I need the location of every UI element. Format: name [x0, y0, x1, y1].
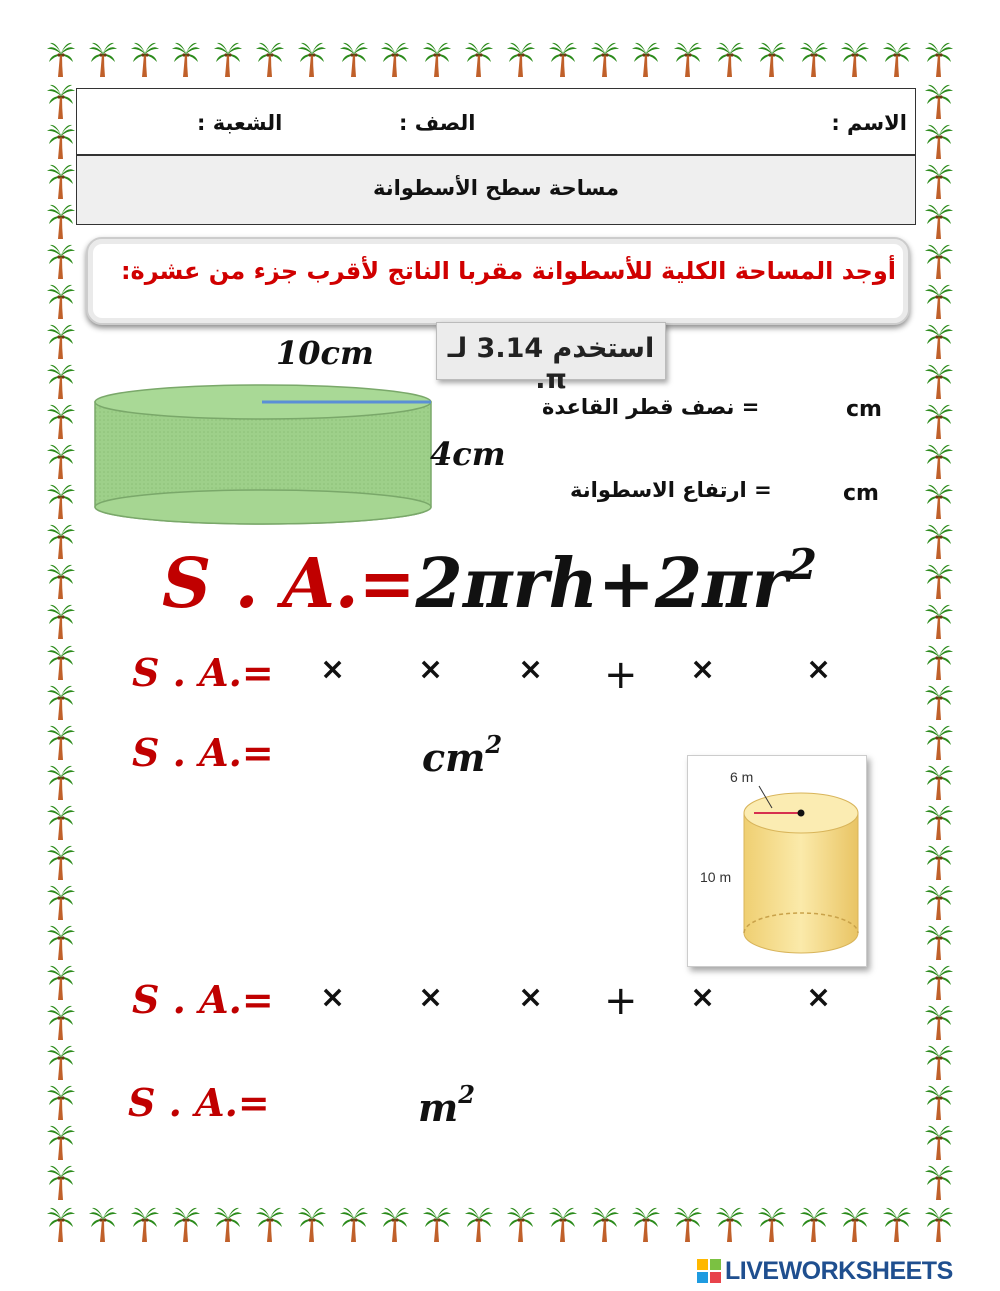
row2-unit [422, 730, 502, 780]
row3-input-4[interactable] [552, 977, 600, 1021]
row1-times-5: × [806, 652, 832, 687]
palm-tree-icon [924, 202, 954, 240]
palm-tree-icon [46, 843, 76, 881]
row1-times-4: × [690, 652, 716, 687]
palm-tree-icon [924, 82, 954, 120]
palm-tree-icon [924, 362, 954, 400]
row2-unit-text: cm [422, 735, 486, 780]
palm-tree-icon [46, 562, 76, 600]
row3-times-2: × [418, 980, 444, 1015]
palm-tree-icon [631, 1205, 661, 1243]
formula-rhs: 2πrh+2πr [415, 544, 788, 624]
palm-tree-icon [799, 1205, 829, 1243]
row1-input-6[interactable] [730, 650, 800, 694]
row3-times-4: × [690, 980, 716, 1015]
palm-tree-icon [715, 1205, 745, 1243]
green-cylinder-figure [90, 382, 440, 527]
palm-tree-icon [46, 803, 76, 841]
palm-tree-icon [924, 522, 954, 560]
yellow-cylinder-body [744, 813, 858, 953]
section-label: الشعبة : [197, 111, 283, 135]
palm-tree-icon [924, 803, 954, 841]
surface-area-formula [162, 540, 817, 624]
palm-tree-icon [506, 40, 536, 78]
palm-tree-icon [924, 242, 954, 280]
palm-tree-icon [88, 40, 118, 78]
palm-tree-icon [924, 162, 954, 200]
row3-input-3[interactable] [456, 977, 512, 1021]
palm-tree-icon [46, 282, 76, 320]
palm-tree-icon [464, 1205, 494, 1243]
row1-input-1[interactable] [275, 650, 315, 694]
palm-tree-icon [46, 923, 76, 961]
palm-tree-icon [297, 1205, 327, 1243]
height-unit: cm [843, 481, 879, 506]
center-point [798, 810, 805, 817]
palm-tree-icon [46, 442, 76, 480]
palm-tree-icon [924, 683, 954, 721]
row3-lhs: S . A.= [132, 977, 274, 1022]
palm-tree-icon [46, 122, 76, 160]
row3-plus: + [604, 978, 638, 1024]
radius-unit: cm [846, 397, 882, 422]
palm-tree-icon [171, 1205, 201, 1243]
row3-input-1[interactable] [275, 977, 315, 1021]
palm-tree-icon [673, 40, 703, 78]
palm-tree-icon [46, 202, 76, 240]
palm-tree-icon [924, 763, 954, 801]
palm-tree-icon [339, 1205, 369, 1243]
palm-tree-icon [924, 40, 954, 78]
row4-unit [418, 1080, 475, 1130]
instruction-text: أوجد المساحة الكلية للأسطوانة مقربا الناتج لأقرب جزء من عشرة: [120, 257, 896, 285]
student-info-header [76, 88, 916, 155]
liveworksheets-logo[interactable] [697, 1256, 953, 1286]
palm-tree-icon [130, 40, 160, 78]
palm-tree-icon [213, 1205, 243, 1243]
palm-tree-icon [799, 40, 829, 78]
row1-input-4[interactable] [552, 650, 600, 694]
pi-hint-text: استخدم 3.14 لـ π. [447, 333, 655, 395]
palm-tree-icon [46, 322, 76, 360]
palm-tree-icon [924, 1163, 954, 1201]
row1-times-2: × [418, 652, 444, 687]
palm-tree-icon [46, 82, 76, 120]
palm-tree-icon [757, 40, 787, 78]
row4-unit-exponent: 2 [458, 1080, 475, 1109]
row1-lhs: S . A.= [132, 650, 274, 695]
palm-tree-icon [924, 1083, 954, 1121]
palm-tree-icon [255, 40, 285, 78]
diameter-label: 10cm [276, 334, 374, 372]
palm-tree-icon [924, 602, 954, 640]
row1-times-3: × [518, 652, 544, 687]
palm-tree-icon [46, 883, 76, 921]
palm-tree-icon [715, 40, 745, 78]
palm-tree-icon [46, 763, 76, 801]
palm-tree-icon [840, 40, 870, 78]
palm-tree-icon [46, 963, 76, 1001]
palm-tree-icon [46, 1083, 76, 1121]
palm-tree-icon [924, 643, 954, 681]
palm-tree-icon [130, 1205, 160, 1243]
palm-tree-icon [924, 723, 954, 761]
palm-tree-icon [924, 122, 954, 160]
row3-input-7[interactable] [842, 977, 902, 1021]
row1-input-2[interactable] [360, 650, 412, 694]
radius-prompt: = نصف قطر القاعدة [542, 395, 760, 419]
palm-tree-icon [380, 40, 410, 78]
palm-tree-icon [924, 562, 954, 600]
palm-tree-icon [924, 442, 954, 480]
palm-tree-icon [757, 1205, 787, 1243]
palm-tree-icon [840, 1205, 870, 1243]
palm-tree-icon [422, 40, 452, 78]
row4-unit-text: m [418, 1085, 459, 1130]
row3-input-6[interactable] [730, 977, 800, 1021]
palm-tree-icon [673, 1205, 703, 1243]
palm-tree-icon [46, 242, 76, 280]
yellow-radius-label: 6 m [730, 769, 754, 785]
palm-tree-icon [590, 1205, 620, 1243]
row3-input-2[interactable] [360, 977, 412, 1021]
class-label: الصف : [399, 111, 476, 135]
palm-tree-icon [590, 40, 620, 78]
palm-tree-icon [924, 1003, 954, 1041]
palm-tree-icon [88, 1205, 118, 1243]
row2-unit-exponent: 2 [485, 730, 503, 759]
palm-tree-icon [924, 1205, 954, 1243]
yellow-cylinder-card [687, 755, 867, 967]
palm-tree-icon [255, 1205, 285, 1243]
palm-tree-icon [422, 1205, 452, 1243]
palm-tree-icon [631, 40, 661, 78]
worksheet-title-box [76, 155, 916, 225]
palm-tree-icon [46, 522, 76, 560]
palm-tree-icon [924, 322, 954, 360]
row4-answer-input[interactable] [285, 1078, 410, 1124]
row2-answer-input[interactable] [285, 728, 410, 774]
palm-tree-icon [46, 40, 76, 78]
name-label: الاسم : [831, 111, 907, 135]
pi-hint-box [436, 322, 666, 395]
palm-tree-icon [924, 843, 954, 881]
row1-input-3[interactable] [456, 650, 512, 694]
palm-tree-icon [213, 40, 243, 78]
row1-plus: + [604, 652, 638, 698]
palm-tree-icon [46, 683, 76, 721]
palm-tree-icon [46, 602, 76, 640]
palm-tree-icon [46, 1163, 76, 1201]
palm-tree-icon [924, 923, 954, 961]
row4-lhs: S . A.= [128, 1080, 270, 1125]
palm-tree-icon [924, 1043, 954, 1081]
row3-input-5[interactable] [638, 977, 686, 1021]
palm-tree-icon [924, 402, 954, 440]
palm-tree-icon [548, 1205, 578, 1243]
palm-tree-icon [171, 40, 201, 78]
palm-tree-icon [548, 40, 578, 78]
palm-tree-icon [506, 1205, 536, 1243]
palm-tree-icon [46, 362, 76, 400]
instruction-box [86, 237, 910, 325]
palm-tree-icon [924, 282, 954, 320]
palm-tree-icon [46, 162, 76, 200]
row3-times-5: × [806, 980, 832, 1015]
height-prompt: = ارتفاع الاسطوانة [570, 478, 772, 502]
palm-tree-icon [46, 1043, 76, 1081]
yellow-cylinder-figure [688, 756, 866, 966]
radius-answer-input[interactable] [788, 390, 838, 424]
palm-tree-icon [464, 40, 494, 78]
palm-tree-icon [46, 1205, 76, 1243]
liveworksheets-logo-text: LIVEWORKSHEETS [725, 1256, 953, 1285]
palm-tree-icon [380, 1205, 410, 1243]
height-answer-input[interactable] [788, 474, 838, 508]
row1-input-7[interactable] [842, 650, 902, 694]
row2-lhs: S . A.= [132, 730, 274, 775]
row3-times-3: × [518, 980, 544, 1015]
palm-tree-icon [46, 1123, 76, 1161]
palm-tree-icon [46, 402, 76, 440]
worksheet-title: مساحة سطح الأسطوانة [373, 176, 619, 200]
palm-tree-icon [339, 40, 369, 78]
palm-tree-icon [46, 643, 76, 681]
palm-tree-icon [297, 40, 327, 78]
palm-tree-icon [924, 1123, 954, 1161]
row3-times-1: × [320, 980, 346, 1015]
formula-exponent: 2 [787, 540, 818, 589]
palm-tree-icon [924, 482, 954, 520]
formula-lhs: S . A.= [162, 544, 416, 624]
palm-tree-icon [46, 1003, 76, 1041]
palm-tree-icon [882, 40, 912, 78]
yellow-height-label: 10 m [700, 869, 732, 885]
row1-times-1: × [320, 652, 346, 687]
palm-tree-icon [46, 482, 76, 520]
cylinder-bottom [95, 490, 431, 524]
palm-tree-icon [924, 963, 954, 1001]
palm-tree-icon [924, 883, 954, 921]
height-label: 4cm [430, 435, 506, 473]
palm-tree-icon [46, 723, 76, 761]
palm-tree-icon [882, 1205, 912, 1243]
liveworksheets-logo-icon [697, 1259, 721, 1283]
row1-input-5[interactable] [638, 650, 686, 694]
